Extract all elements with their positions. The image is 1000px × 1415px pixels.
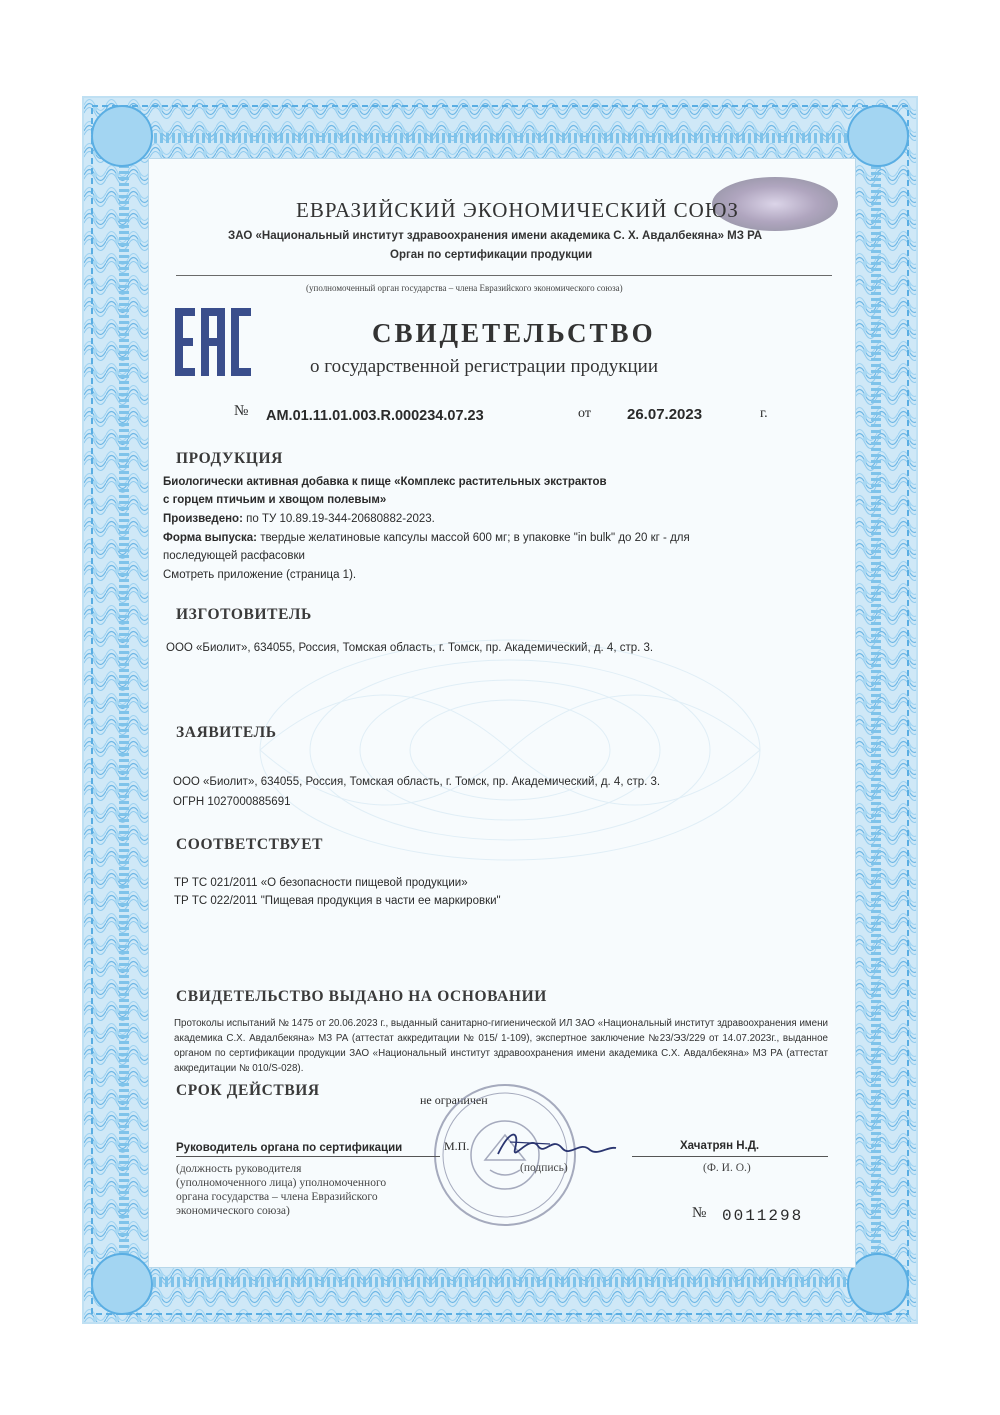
validity-heading: СРОК ДЕЙСТВИЯ (176, 1082, 320, 1099)
document-title: СВИДЕТЕЛЬСТВО (372, 318, 656, 348)
header-divider (176, 275, 832, 276)
conformity-heading: СООТВЕТСТВУЕТ (176, 836, 324, 853)
product-name-line2: с горцем птичьим и хвощом полевым» (163, 494, 387, 506)
produced-label: Произведено: (163, 513, 243, 525)
form-number: 0011298 (722, 1207, 804, 1225)
document-subtitle: о государственной регистрации продукции (310, 356, 658, 377)
form-value-line1: твердые желатиновые капсулы массой 600 мг; в упаковке "in bulk" до 20 кг - для (260, 532, 690, 544)
head-role: Руководитель органа по сертификации (176, 1142, 403, 1154)
eac-logo-icon (175, 308, 251, 376)
date-prefix: от (578, 406, 591, 421)
form-number-sign: № (692, 1205, 707, 1221)
basis-text: Протоколы испытаний № 1475 от 20.06.2023 г., выданный санитарно-гигиенической ИЛ ЗАО «Национальный институт здравоохранения имени академика С.Х. Авдалбекяна» МЗ РА (аттестат аккредитации № 015/ 1-109), экспертное заключение №23/ЭЗ/229 от 14.07.2023г., выданное органом по сертификации продукции ЗАО «Национальный институт здравоохранения имени академика С.Х. Авдалбекяна» МЗ РА (аттестат аккредитации № 010/S-028). (174, 1018, 828, 1074)
header-note: (уполномоченный орган государства – члена Евразийского экономического союза) (306, 283, 623, 293)
form-value-line2: последующей расфасовки (163, 550, 305, 562)
role-note-line4: экономического союза) (176, 1205, 290, 1217)
name-underline (632, 1156, 828, 1157)
conformity-line1: ТР ТС 021/2011 «О безопасности пищевой продукции» (174, 877, 468, 889)
role-underline (176, 1156, 440, 1157)
role-note (176, 1162, 386, 1218)
sign-note: (подпись) (520, 1162, 568, 1174)
number-sign: № (234, 403, 249, 419)
fio-note: (Ф. И. О.) (703, 1162, 751, 1174)
applicant-text: ООО «Биолит», 634055, Россия, Томская область, г. Томск, пр. Академический, д. 4, стр. 3. (173, 776, 661, 788)
validity-value: не ограничен (420, 1093, 488, 1107)
manufacturer-heading: ИЗГОТОВИТЕЛЬ (176, 606, 312, 623)
basis-heading: СВИДЕТЕЛЬСТВО ВЫДАНО НА ОСНОВАНИИ (176, 988, 547, 1005)
form-label: Форма выпуска: (163, 532, 257, 544)
see-appendix: Смотреть приложение (страница 1). (163, 569, 357, 581)
produced-value: по ТУ 10.89.19-344-20680882-2023. (246, 513, 435, 525)
mp-label: М.П. (444, 1139, 470, 1153)
certification-body: Орган по сертификации продукции (390, 249, 593, 261)
role-note-line2: (уполномоченного лица) уполномоченного (176, 1177, 387, 1189)
product-heading: ПРОДУКЦИЯ (176, 450, 283, 467)
applicant-heading: ЗАЯВИТЕЛЬ (176, 724, 277, 741)
form-row (163, 530, 690, 547)
manufacturer-text: ООО «Биолит», 634055, Россия, Томская область, г. Томск, пр. Академический, д. 4, стр. 3. (166, 642, 654, 654)
year-suffix: г. (760, 406, 768, 421)
institute-name: ЗАО «Национальный институт здравоохранения имени академика С. Х. Авдалбекяна» МЗ РА (228, 230, 763, 242)
product-name-line1: Биологически активная добавка к пище «Комплекс растительных экстрактов (163, 476, 607, 488)
applicant-ogrn: ОГРН 1027000885691 (173, 796, 291, 808)
head-name: Хачатрян Н.Д. (680, 1140, 760, 1152)
role-note-line3: органа государства – члена Евразийского (176, 1191, 378, 1203)
produced-row (163, 511, 435, 528)
conformity-line2: ТР ТС 022/2011 "Пищевая продукция в части ее маркировки" (174, 895, 501, 907)
union-title: ЕВРАЗИЙСКИЙ ЭКОНОМИЧЕСКИЙ СОЮЗ (296, 198, 739, 222)
registration-date: 26.07.2023 (627, 406, 703, 423)
registration-number: AM.01.11.01.003.R.000234.07.23 (266, 408, 484, 424)
role-note-line1: (должность руководителя (176, 1163, 302, 1175)
